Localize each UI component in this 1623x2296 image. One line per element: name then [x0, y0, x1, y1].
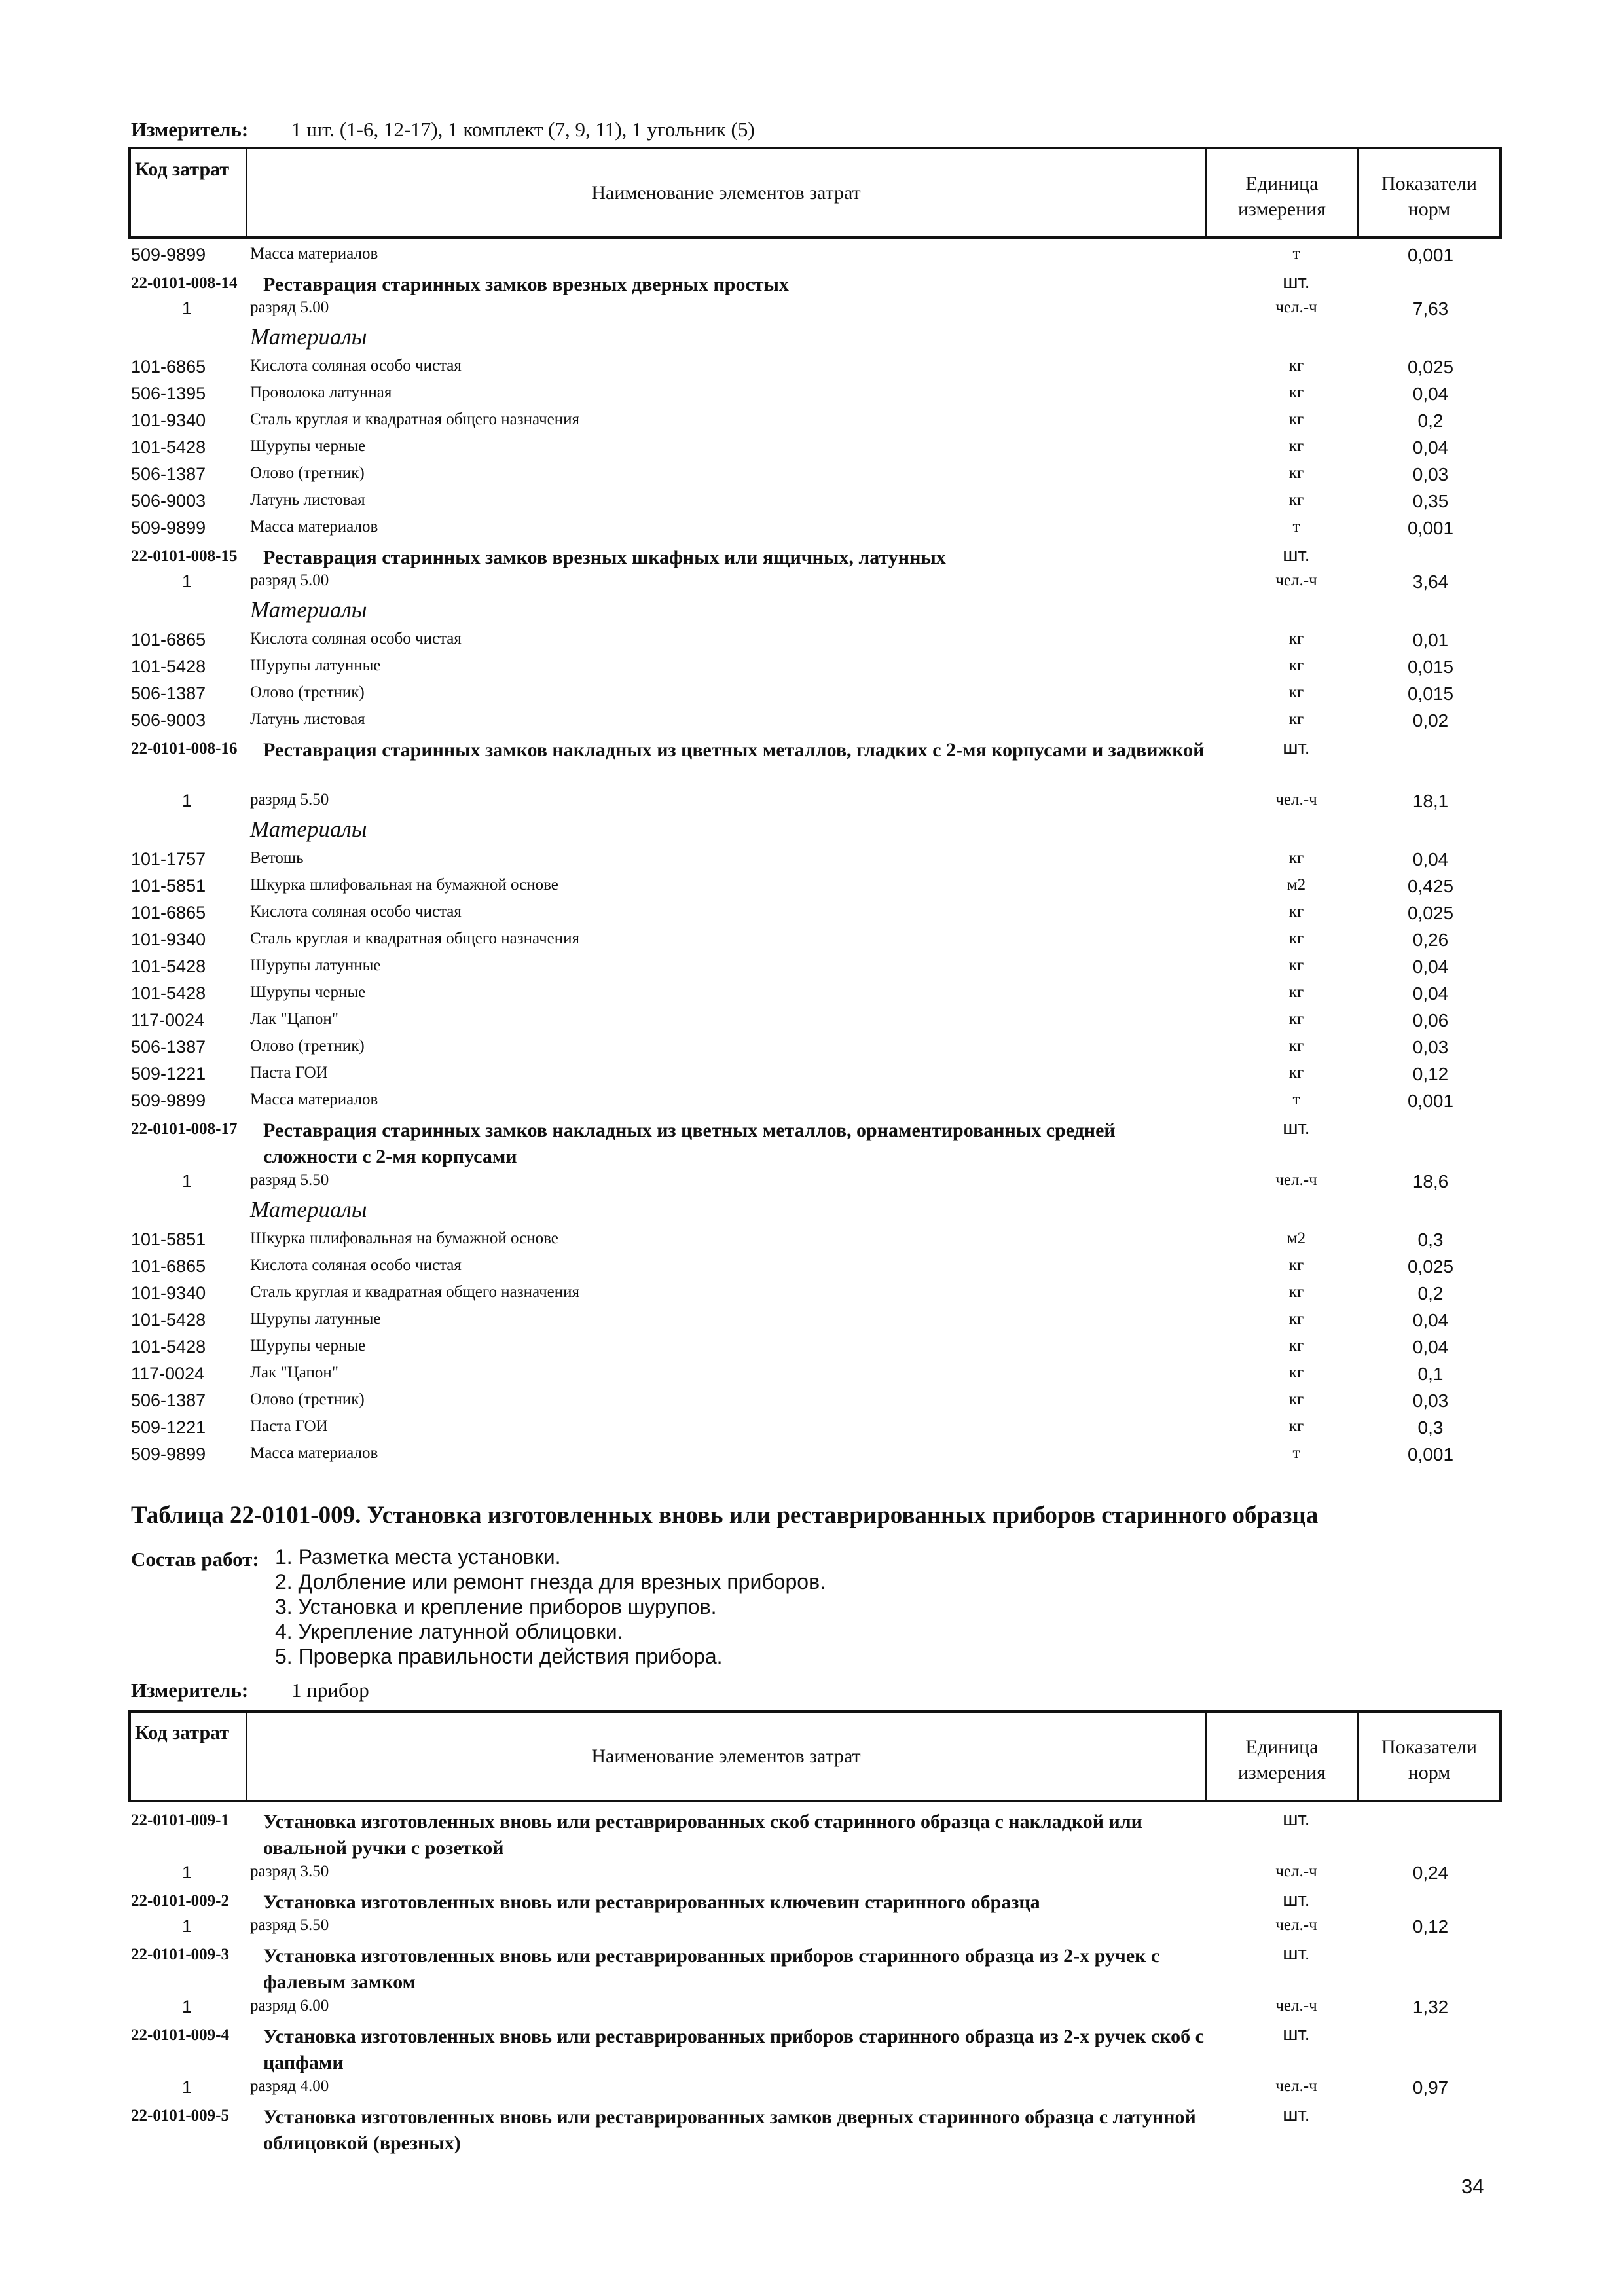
- materials-heading: Материалы: [250, 816, 367, 842]
- unit-cell: кг: [1288, 710, 1304, 728]
- element-name: разряд 5.50: [250, 1171, 329, 1189]
- table-section-row: [0, 1115, 1623, 1169]
- unit-cell: чел.-ч: [1275, 572, 1317, 589]
- unit-cell: кг: [1288, 1010, 1304, 1028]
- cost-code: 22-0101-009-3: [131, 1946, 229, 1963]
- cost-code: 509-9899: [131, 1091, 206, 1110]
- element-name: разряд 3.50: [250, 1863, 329, 1880]
- norm-value: 0,03: [1412, 464, 1449, 484]
- element-name: Кислота соляная особо чистая: [250, 630, 462, 647]
- materials-heading: Материалы: [250, 1197, 367, 1222]
- table-row: [0, 681, 1623, 708]
- element-name: Шурупы латунные: [250, 957, 381, 974]
- unit-cell: т: [1292, 518, 1300, 536]
- norm-value: 0,001: [1407, 518, 1454, 538]
- table-row: [0, 1008, 1623, 1034]
- table-row: [0, 462, 1623, 488]
- cost-code: 101-6865: [131, 630, 206, 649]
- unit-cell: шт.: [1283, 545, 1310, 566]
- cost-code: 506-1387: [131, 1037, 206, 1057]
- unit-cell: т: [1292, 1091, 1300, 1108]
- table-section-row: [0, 1887, 1623, 1914]
- cost-code: 509-9899: [131, 1444, 206, 1464]
- header-name-2: Наименование элементов затрат: [247, 1713, 1207, 1800]
- cost-code: 22-0101-009-5: [131, 2107, 229, 2124]
- unit-cell: кг: [1288, 1417, 1304, 1435]
- unit-cell: шт.: [1283, 2024, 1310, 2045]
- unit-cell: кг: [1288, 849, 1304, 867]
- cost-code: 101-5428: [131, 657, 206, 676]
- unit-cell: кг: [1288, 1310, 1304, 1328]
- table-row: [0, 847, 1623, 873]
- norm-value: 0,12: [1412, 1916, 1449, 1937]
- cost-code: 1: [182, 1863, 192, 1882]
- unit-cell: шт.: [1283, 1889, 1310, 1910]
- element-name: Реставрация старинных замков врезных дверных простых: [263, 274, 789, 295]
- norm-value: 0,04: [1412, 437, 1449, 458]
- table-row: [0, 1195, 1623, 1227]
- work-step: 5. Проверка правильности действия прибора.: [275, 1645, 723, 1668]
- cost-code: 101-9340: [131, 410, 206, 430]
- unit-cell: чел.-ч: [1275, 791, 1317, 809]
- table-row: [0, 1442, 1623, 1468]
- element-name: Паста ГОИ: [250, 1064, 328, 1082]
- norm-value: 0,3: [1417, 1417, 1444, 1438]
- norm-value: 0,01: [1412, 630, 1449, 650]
- unit-cell: шт.: [1283, 737, 1310, 758]
- measure-line: [131, 118, 755, 141]
- norm-value: 0,001: [1407, 245, 1454, 265]
- unit-cell: кг: [1288, 683, 1304, 701]
- norm-value: 0,1: [1417, 1364, 1444, 1384]
- norm-value: 0,03: [1412, 1037, 1449, 1057]
- norm-value: 0,2: [1417, 410, 1444, 431]
- norm-value: 18,6: [1412, 1171, 1449, 1192]
- norm-value: 0,04: [1412, 384, 1449, 404]
- unit-cell: кг: [1288, 1364, 1304, 1381]
- unit-cell: шт.: [1283, 1809, 1310, 1830]
- unit-cell: чел.-ч: [1275, 1863, 1317, 1880]
- header-unit: [1207, 149, 1359, 236]
- cost-code: 22-0101-009-2: [131, 1892, 229, 1910]
- table-section-row: [0, 1806, 1623, 1860]
- element-name: Проволока латунная: [250, 384, 392, 401]
- cost-code: 101-5428: [131, 1337, 206, 1357]
- unit-cell: кг: [1288, 1037, 1304, 1055]
- table-row: [0, 515, 1623, 542]
- norm-value: 0,001: [1407, 1091, 1454, 1111]
- cost-code: 117-0024: [131, 1364, 205, 1383]
- element-name: Лак "Цапон": [250, 1364, 338, 1381]
- table-row: [0, 1307, 1623, 1334]
- cost-code: 509-1221: [131, 1064, 206, 1084]
- element-name: разряд 6.00: [250, 1997, 329, 2014]
- element-name: Установка изготовленных вновь или реставрированных замков дверных старинного образца с латунной облицовкой (врезных): [263, 2106, 1196, 2154]
- cost-code: 101-6865: [131, 357, 206, 376]
- unit-cell: кг: [1288, 1064, 1304, 1082]
- norm-value: 0,26: [1412, 930, 1449, 950]
- table-row: [0, 408, 1623, 435]
- norm-value: 1,32: [1412, 1997, 1449, 2017]
- header-code-2: Код затрат: [131, 1713, 247, 1800]
- element-name: Кислота соляная особо чистая: [250, 903, 462, 920]
- element-name: Установка изготовленных вновь или реставрированных скоб старинного образца с накладкой или овальной ручки с розеткой: [263, 1811, 1142, 1859]
- table-row: [0, 815, 1623, 847]
- table-row: [0, 654, 1623, 681]
- norm-value: 0,001: [1407, 1444, 1454, 1465]
- cost-code: 1: [182, 299, 192, 318]
- header-norm-line1-2: Показатели: [1381, 1736, 1477, 1758]
- cost-code: 22-0101-009-4: [131, 2026, 229, 2044]
- element-name: Масса материалов: [250, 1444, 378, 1462]
- norm-value: 0,04: [1412, 957, 1449, 977]
- norm-value: 3,64: [1412, 572, 1449, 592]
- cost-code: 506-1395: [131, 384, 206, 403]
- table-section-row: [0, 2021, 1623, 2075]
- unit-cell: кг: [1288, 630, 1304, 647]
- unit-cell: т: [1292, 245, 1300, 263]
- header-norm-line2: норм: [1408, 198, 1451, 220]
- cost-code: 101-5428: [131, 1310, 206, 1330]
- work-step: 1. Разметка места установки.: [275, 1545, 561, 1569]
- materials-heading: Материалы: [250, 597, 367, 623]
- table-header-2: [128, 1710, 1502, 1802]
- table-row: [0, 323, 1623, 354]
- unit-cell: кг: [1288, 930, 1304, 947]
- table-section-row: [0, 1941, 1623, 1994]
- cost-code: 1: [182, 1997, 192, 2016]
- table-row: [0, 2075, 1623, 2102]
- unit-cell: кг: [1288, 1337, 1304, 1355]
- element-name: разряд 5.50: [250, 791, 329, 809]
- element-name: Кислота соляная особо чистая: [250, 357, 462, 374]
- unit-cell: чел.-ч: [1275, 1997, 1317, 2014]
- norm-value: 0,24: [1412, 1863, 1449, 1883]
- norm-value: 0,35: [1412, 491, 1449, 511]
- element-name: Шурупы черные: [250, 437, 366, 455]
- work-step: 4. Укрепление латунной облицовки.: [275, 1620, 623, 1643]
- table-section-row: [0, 269, 1623, 296]
- unit-cell: шт.: [1283, 272, 1310, 293]
- norm-value: 0,025: [1407, 1256, 1454, 1277]
- work-step: 2. Долбление или ремонт гнезда для врезных приборов.: [275, 1570, 826, 1594]
- element-name: разряд 4.00: [250, 2077, 329, 2095]
- table-section-row: [0, 2102, 1623, 2155]
- norm-value: 0,02: [1412, 710, 1449, 731]
- cost-code: 101-6865: [131, 1256, 206, 1276]
- table-row: [0, 435, 1623, 462]
- table-row: [0, 1281, 1623, 1307]
- table-row: [0, 1334, 1623, 1361]
- norm-value: 0,04: [1412, 1310, 1449, 1330]
- cost-code: 509-9899: [131, 518, 206, 538]
- table-row: [0, 1388, 1623, 1415]
- cost-code: 22-0101-008-16: [131, 740, 238, 757]
- cost-code: 117-0024: [131, 1010, 205, 1030]
- unit-cell: чел.-ч: [1275, 299, 1317, 316]
- work-composition-label: Состав работ:: [131, 1548, 259, 1571]
- unit-cell: м2: [1286, 876, 1306, 894]
- table-row: [0, 788, 1623, 815]
- unit-cell: кг: [1288, 957, 1304, 974]
- cost-code: 101-5428: [131, 437, 206, 457]
- table-row: [0, 488, 1623, 515]
- unit-cell: кг: [1288, 1256, 1304, 1274]
- work-steps: [275, 1545, 1192, 1669]
- element-name: Шурупы латунные: [250, 657, 381, 674]
- unit-cell: кг: [1288, 983, 1304, 1001]
- table-row: [0, 569, 1623, 596]
- unit-cell: кг: [1288, 657, 1304, 674]
- cost-code: 506-1387: [131, 683, 206, 703]
- cost-code: 1: [182, 2077, 192, 2097]
- norm-value: 0,03: [1412, 1391, 1449, 1411]
- header-norm: [1359, 149, 1499, 236]
- element-name: Реставрация старинных замков накладных из цветных металлов, орнаментированных средней сложности с 2-мя корпусами: [263, 1120, 1116, 1167]
- header-norm-line1: Показатели: [1381, 172, 1477, 194]
- header-unit-line1-2: Единица: [1245, 1736, 1319, 1758]
- unit-cell: кг: [1288, 464, 1304, 482]
- table-row: [0, 1914, 1623, 1941]
- element-name: Установка изготовленных вновь или реставрированных приборов старинного образца из 2-х ручек скоб с цапфами: [263, 2026, 1204, 2073]
- table-row: [0, 873, 1623, 900]
- table-section-row: [0, 542, 1623, 569]
- table-row: [0, 1994, 1623, 2021]
- cost-code: 1: [182, 791, 192, 811]
- header-unit-line2-2: измерения: [1237, 1761, 1326, 1783]
- unit-cell: кг: [1288, 437, 1304, 455]
- header-name: Наименование элементов затрат: [247, 149, 1207, 236]
- cost-code: 101-5851: [131, 1230, 206, 1249]
- norm-value: 0,3: [1417, 1230, 1444, 1250]
- norm-value: 7,63: [1412, 299, 1449, 319]
- table-row: [0, 596, 1623, 627]
- table-section-row: [0, 735, 1623, 788]
- unit-cell: кг: [1288, 491, 1304, 509]
- element-name: Установка изготовленных вновь или реставрированных ключевин старинного образца: [263, 1891, 1040, 1913]
- element-name: Реставрация старинных замков накладных из цветных металлов, гладких с 2-мя корпусами и задвижкой: [263, 739, 1205, 761]
- measure-value-2: 1 прибор: [291, 1679, 369, 1702]
- table-row: [0, 900, 1623, 927]
- element-name: Масса материалов: [250, 518, 378, 536]
- table-header: [128, 147, 1502, 239]
- element-name: Масса материалов: [250, 1091, 378, 1108]
- measure-line-2: [131, 1679, 369, 1702]
- element-name: Установка изготовленных вновь или реставрированных приборов старинного образца из 2-х ручек с фалевым замком: [263, 1945, 1160, 1993]
- table-row: [0, 1034, 1623, 1061]
- unit-cell: т: [1292, 1444, 1300, 1462]
- table-row: [0, 1415, 1623, 1442]
- table-row: [0, 1361, 1623, 1388]
- unit-cell: кг: [1288, 410, 1304, 428]
- table-row: [0, 296, 1623, 323]
- table-row: [0, 1254, 1623, 1281]
- header-norm-2: [1359, 1713, 1499, 1800]
- table-row: [0, 708, 1623, 735]
- norm-value: 0,97: [1412, 2077, 1449, 2098]
- element-name: разряд 5.50: [250, 1916, 329, 1934]
- norm-value: 0,025: [1407, 357, 1454, 377]
- header-unit-line2: измерения: [1237, 198, 1326, 220]
- unit-cell: шт.: [1283, 1118, 1310, 1139]
- table-row: [0, 381, 1623, 408]
- element-name: Сталь круглая и квадратная общего назначения: [250, 410, 580, 428]
- header-unit-2: [1207, 1713, 1359, 1800]
- cost-code: 22-0101-008-14: [131, 274, 238, 292]
- element-name: Латунь листовая: [250, 491, 365, 509]
- header-unit-line1: Единица: [1245, 172, 1319, 194]
- cost-code: 101-9340: [131, 1283, 206, 1303]
- element-name: Кислота соляная особо чистая: [250, 1256, 462, 1274]
- norm-value: 0,04: [1412, 983, 1449, 1004]
- table-row: [0, 1227, 1623, 1254]
- cost-code: 101-6865: [131, 903, 206, 922]
- norm-value: 0,425: [1407, 876, 1454, 896]
- element-name: Олово (третник): [250, 1037, 365, 1055]
- cost-code: 22-0101-008-15: [131, 547, 238, 565]
- table-row: [0, 354, 1623, 381]
- table-row: [0, 1061, 1623, 1088]
- table-row: [0, 1088, 1623, 1115]
- unit-cell: чел.-ч: [1275, 2077, 1317, 2095]
- cost-code: 101-5428: [131, 983, 206, 1003]
- element-name: Шкурка шлифовальная на бумажной основе: [250, 876, 558, 894]
- element-name: Олово (третник): [250, 464, 365, 482]
- unit-cell: чел.-ч: [1275, 1171, 1317, 1189]
- header-norm-line2-2: норм: [1408, 1761, 1451, 1783]
- cost-code: 101-5428: [131, 957, 206, 976]
- table-title: Таблица 22-0101-009. Установка изготовленных вновь или реставрированных приборов старинного образца: [131, 1502, 1319, 1529]
- cost-code: 1: [182, 1171, 192, 1191]
- norm-value: 0,04: [1412, 849, 1449, 869]
- element-name: Паста ГОИ: [250, 1417, 328, 1435]
- table-row: [0, 981, 1623, 1008]
- table-row: [0, 954, 1623, 981]
- element-name: Сталь круглая и квадратная общего назначения: [250, 930, 580, 947]
- measure-value: 1 шт. (1-6, 12-17), 1 комплект (7, 9, 11), 1 угольник (5): [291, 118, 755, 141]
- unit-cell: шт.: [1283, 1943, 1310, 1964]
- element-name: Латунь листовая: [250, 710, 365, 728]
- measure-label: Измеритель:: [131, 118, 249, 141]
- work-step: 3. Установка и крепление приборов шурупов.: [275, 1595, 717, 1618]
- table-row: [0, 927, 1623, 954]
- norm-value: 0,025: [1407, 903, 1454, 923]
- unit-cell: кг: [1288, 903, 1304, 920]
- norm-value: 0,2: [1417, 1283, 1444, 1303]
- table-row: [0, 627, 1623, 654]
- element-name: Сталь круглая и квадратная общего назначения: [250, 1283, 580, 1301]
- cost-code: 101-1757: [131, 849, 206, 869]
- norm-value: 0,04: [1412, 1337, 1449, 1357]
- unit-cell: кг: [1288, 1283, 1304, 1301]
- norm-value: 0,06: [1412, 1010, 1449, 1030]
- element-name: Шурупы черные: [250, 983, 366, 1001]
- unit-cell: кг: [1288, 357, 1304, 374]
- element-name: Ветошь: [250, 849, 304, 867]
- unit-cell: м2: [1286, 1230, 1306, 1247]
- unit-cell: чел.-ч: [1275, 1916, 1317, 1934]
- page-number: 34: [1461, 2175, 1484, 2198]
- cost-code: 101-5851: [131, 876, 206, 896]
- element-name: Шурупы латунные: [250, 1310, 381, 1328]
- cost-code: 22-0101-009-1: [131, 1812, 229, 1829]
- unit-cell: кг: [1288, 1391, 1304, 1408]
- element-name: разряд 5.00: [250, 299, 329, 316]
- element-name: Масса материалов: [250, 245, 378, 263]
- measure-label-2: Измеритель:: [131, 1679, 249, 1702]
- norm-value: 18,1: [1412, 791, 1449, 811]
- element-name: Шкурка шлифовальная на бумажной основе: [250, 1230, 558, 1247]
- cost-code: 1: [182, 1916, 192, 1936]
- table-row: [0, 242, 1623, 269]
- table-row: [0, 1860, 1623, 1887]
- cost-code: 506-1387: [131, 464, 206, 484]
- cost-code: 22-0101-008-17: [131, 1120, 238, 1138]
- cost-code: 1: [182, 572, 192, 591]
- norm-value: 0,015: [1407, 683, 1454, 704]
- element-name: Олово (третник): [250, 683, 365, 701]
- table-row: [0, 1169, 1623, 1195]
- element-name: Реставрация старинных замков врезных шкафных или ящичных, латунных: [263, 547, 946, 568]
- unit-cell: кг: [1288, 384, 1304, 401]
- norm-value: 0,12: [1412, 1064, 1449, 1084]
- cost-code: 101-9340: [131, 930, 206, 949]
- cost-code: 506-9003: [131, 710, 206, 730]
- norm-value: 0,015: [1407, 657, 1454, 677]
- materials-heading: Материалы: [250, 324, 367, 350]
- element-name: Шурупы черные: [250, 1337, 366, 1355]
- cost-table-body-2: [0, 1806, 1623, 2155]
- cost-code: 509-9899: [131, 245, 206, 264]
- element-name: Лак "Цапон": [250, 1010, 338, 1028]
- cost-code: 506-9003: [131, 491, 206, 511]
- header-code: Код затрат: [131, 149, 247, 236]
- unit-cell: шт.: [1283, 2104, 1310, 2125]
- element-name: Олово (третник): [250, 1391, 365, 1408]
- element-name: разряд 5.00: [250, 572, 329, 589]
- cost-table-body: [0, 242, 1623, 1468]
- cost-code: 506-1387: [131, 1391, 206, 1410]
- cost-code: 509-1221: [131, 1417, 206, 1437]
